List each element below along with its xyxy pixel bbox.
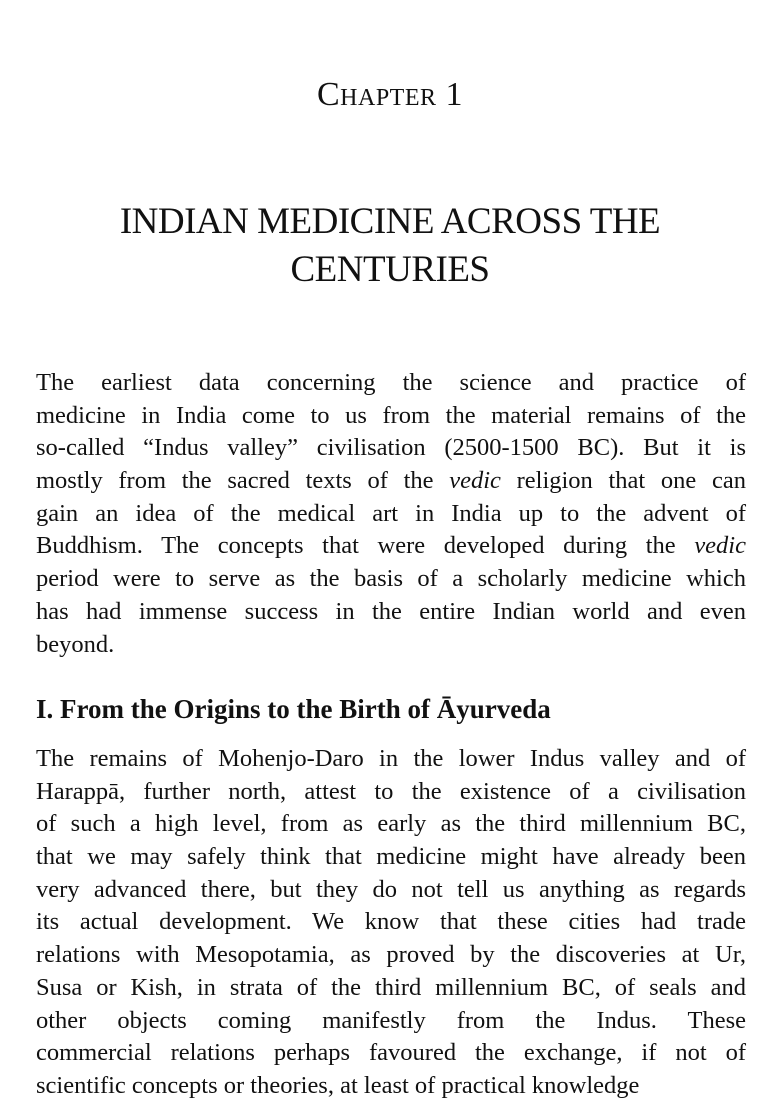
chapter-title	[0, 198, 780, 294]
text-line: of such a high level, from as early as the third millennium BC,	[36, 810, 746, 838]
text-line: relations with Mesopotamia, as proved by the discoveries at Ur,	[36, 941, 746, 969]
text-line: period were to serve as the basis of a scholarly medicine which	[36, 565, 746, 593]
text-line: scientific concepts or theories, at least of practical knowledge	[36, 1071, 640, 1099]
text-line: medicine in India come to us from the material remains of the	[36, 401, 746, 429]
text-line: Harappā, further north, attest to the existence of a civilisation	[36, 777, 746, 805]
text-line: its actual development. We know that these cities had trade	[36, 908, 746, 936]
text-line: has had immense success in the entire Indian world and even	[36, 597, 746, 625]
section-heading: I. From the Origins to the Birth of Āyurveda	[36, 694, 551, 724]
text-line: The remains of Mohenjo-Daro in the lower Indus valley and of	[36, 745, 746, 772]
text-line: commercial relations perhaps favoured the exchange, if not of	[36, 1039, 746, 1067]
intro-paragraph	[36, 367, 746, 661]
text-line: Susa or Kish, in strata of the third millennium BC, of seals and	[36, 973, 746, 1001]
text-line: so-called “Indus valley” civilisation (2500-1500 BC). But it is	[36, 434, 746, 462]
text-line: mostly from the sacred texts of the vedic religion that one can	[36, 467, 746, 495]
text-line: Buddhism. The concepts that were developed during the vedic	[36, 532, 746, 560]
chapter-title-line: INDIAN MEDICINE ACROSS THE	[119, 201, 661, 242]
chapter-title-line: CENTURIES	[290, 249, 490, 290]
text-line: beyond.	[36, 630, 115, 658]
text-line: other objects coming manifestly from the Indus. These	[36, 1006, 746, 1034]
text-line: that we may safely think that medicine might have already been	[36, 843, 746, 871]
chapter-label: Chapter 1	[316, 76, 464, 113]
text-line: The earliest data concerning the science and practice of	[36, 369, 746, 396]
text-line: very advanced there, but they do not tell us anything as regards	[36, 875, 746, 903]
body-paragraph	[36, 743, 746, 1103]
text-line: gain an idea of the medical art in India up to the advent of	[36, 499, 746, 527]
